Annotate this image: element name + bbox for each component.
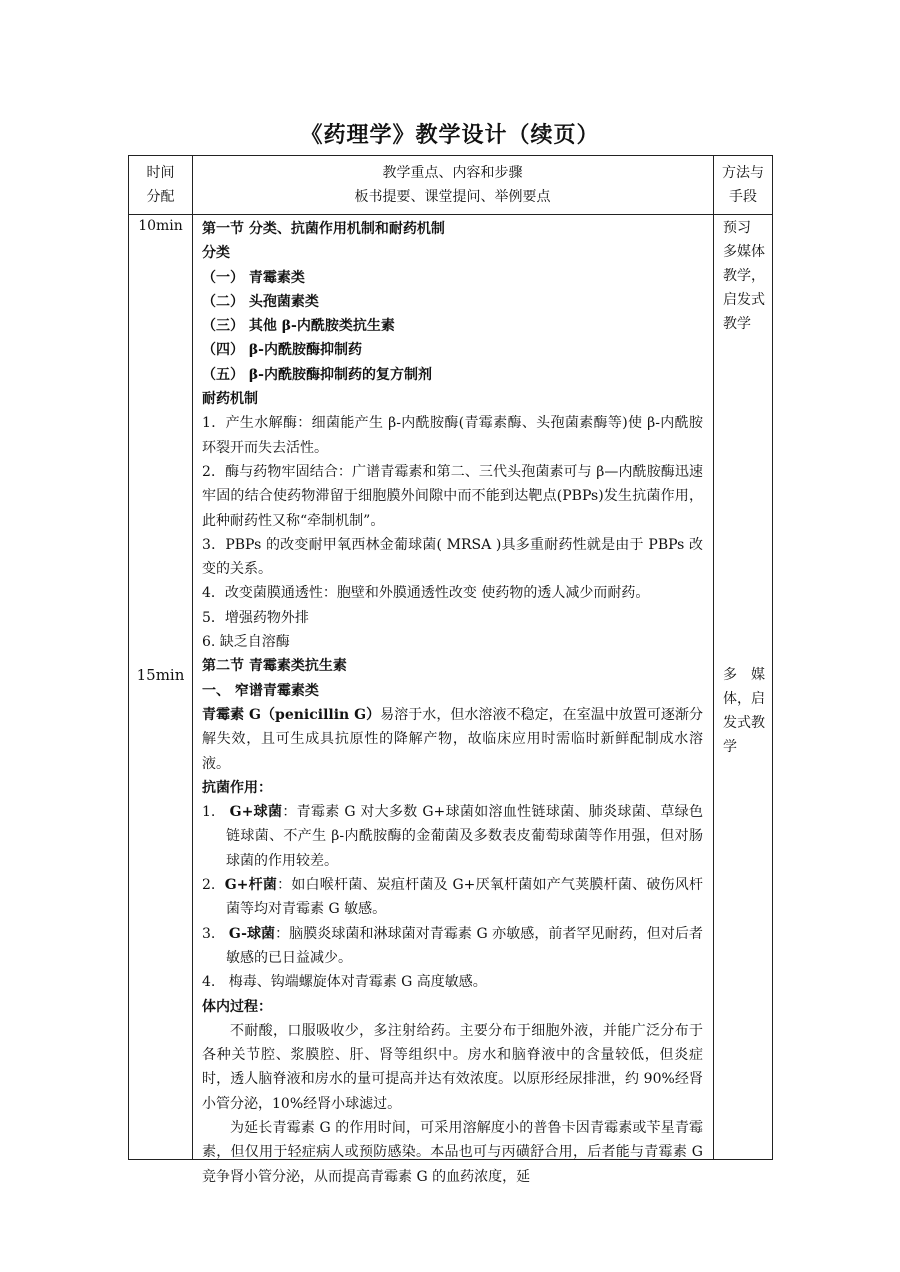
item-text: ：如白喉杆菌、炭疽杆菌及 G+厌氧杆菌如产气荚膜杆菌、破伤风杆菌等均对青霉素 G 敏感。 <box>226 877 703 918</box>
section-2-title: 第二节 青霉素类抗生素 <box>202 658 347 675</box>
item-number: 3. <box>202 925 216 942</box>
classification-heading: 分类 <box>202 245 230 262</box>
item-number: 2. <box>202 877 216 894</box>
item-text: ：脑膜炎球菌和淋球菌对青霉素 G 亦敏感，前者罕见耐药，但对后者敏感的已日益减少。 <box>226 925 703 966</box>
time-1: 10min <box>138 218 183 234</box>
method-1-line: 多媒体 <box>723 244 765 260</box>
antibacterial-heading: 抗菌作用： <box>202 779 272 796</box>
method-2-line: 体，启 <box>723 691 765 707</box>
class-item: （三） 其他 β-内酰胺类抗生素 <box>202 318 395 335</box>
resistance-heading: 耐药机制 <box>202 391 258 408</box>
header-content <box>192 156 713 214</box>
resistance-item: 1．产生水解酶：细菌能产生 β-内酰胺酶(青霉素酶、头孢菌素酶等)使 β-内酰胺环裂开而失去活性。 <box>202 415 703 456</box>
class-item: （四） β-内酰胺酶抑制药 <box>202 342 362 359</box>
item-bold: G+杆菌 <box>224 877 278 894</box>
subsection-title: 一、 窄谱青霉素类 <box>202 682 319 699</box>
pharmacokinetics-heading: 体内过程： <box>202 998 272 1015</box>
resistance-item: 5．增强药物外排 <box>202 609 309 626</box>
time-2: 15min <box>136 666 185 684</box>
item-text: ：青霉素 G 对大多数 G+球菌如溶血性链球菌、肺炎球菌、草绿色链球菌、不产生 β-内酰胺酶的金葡菌及多数表皮葡萄球菌等作用强，但对肠球菌的作用较差。 <box>226 804 704 869</box>
method-2 <box>713 663 773 759</box>
resistance-item: 6. 缺乏自溶酶 <box>202 634 290 651</box>
class-item: （二） 头孢菌素类 <box>202 293 319 310</box>
page-title: 《药理学》教学设计（续页） <box>300 122 600 148</box>
content-cell <box>192 214 713 1189</box>
penicillin-desc: 易溶于水，但水溶液不稳定，在室温中放置可逐渐分解失效，且可生成具抗原性的降解产物，故临床应用时需临时新鲜配制成水溶液。 <box>202 706 703 772</box>
header-time <box>129 156 192 214</box>
method-1-line: 启发式 <box>723 292 765 308</box>
method-1 <box>713 216 773 336</box>
antibacterial-item <box>202 873 703 922</box>
resistance-item: 3．PBPs 的改变耐甲氧西林金葡球菌( MRSA )具多重耐药性就是由于 PBPs 改变的关系。 <box>202 536 703 578</box>
item-number: 4. <box>202 974 216 991</box>
method-2-line: 学 <box>723 739 737 755</box>
pharmacokinetics-paragraph: 为延长青霉素 G 的作用时间，可采用溶解度小的普鲁卡因青霉素或苄星青霉素，但仅用于轻症病人或预防感染。本品也可与丙磺舒合用，后者能与青霉素 G 竞争肾小管分泌，从而提高青霉素 G 的血药浓度，延 <box>202 1119 703 1185</box>
item-bold: G+球菌 <box>229 804 283 821</box>
header-method-line1: 方法与 <box>722 165 764 181</box>
antibacterial-item <box>202 922 703 971</box>
resistance-item: 2．酶与药物牢固结合：广谱青霉素和第二、三代头孢菌素可与 β—内酰胺酶迅速牢固的结合使药物滞留于细胞膜外间隙中而不能到达靶点(PBPs)发生抗菌作用，此种耐药性又称“牵制机制”。 <box>202 463 703 529</box>
section-1-title: 第一节 分类、抗菌作用机制和耐药机制 <box>202 221 445 237</box>
class-item: （五） β-内酰胺酶抑制药的复方制剂 <box>202 366 432 383</box>
header-time-line1: 时间 <box>146 165 175 181</box>
header-method <box>713 156 773 214</box>
item-text: 梅毒、钩端螺旋体对青霉素 G 高度敏感。 <box>228 974 487 991</box>
antibacterial-item <box>202 800 703 873</box>
header-method-line2: 手段 <box>729 189 757 205</box>
header-content-line1: 教学重点、内容和步骤 <box>382 165 523 181</box>
header-content-line2: 板书提要、课堂提问、举例要点 <box>354 189 551 205</box>
resistance-item: 4．改变菌膜通透性：胞壁和外膜通透性改变 使药物的透人减少而耐药。 <box>202 585 650 602</box>
penicillin-name: 青霉素 G（penicillin G） <box>202 706 381 723</box>
method-1-line: 教学 <box>723 316 751 332</box>
antibacterial-item <box>202 970 703 994</box>
pharmacokinetics-paragraph: 不耐酸，口服吸收少，多注射给药。主要分布于细胞外液，并能广泛分布于各种关节腔、浆膜腔、肝、肾等组织中。房水和脑脊液中的含量较低，但炎症时，透人脑脊液和房水的量可提高并达有效浓度。以原形经尿排泄，约 90%经肾小管分泌，10%经肾小球滤过。 <box>202 1022 703 1112</box>
item-bold: G-球菌 <box>228 925 276 942</box>
penicillin-paragraph <box>202 703 703 776</box>
method-1-line: 预习 <box>723 220 751 236</box>
header-time-line2: 分配 <box>146 189 175 205</box>
lesson-table <box>128 155 773 1185</box>
method-2-line: 多 媒 <box>723 667 765 683</box>
class-item: （一） 青霉素类 <box>202 269 305 286</box>
method-2-line: 发式教 <box>723 715 765 731</box>
method-1-line: 教学， <box>723 268 765 284</box>
item-number: 1. <box>202 804 216 821</box>
